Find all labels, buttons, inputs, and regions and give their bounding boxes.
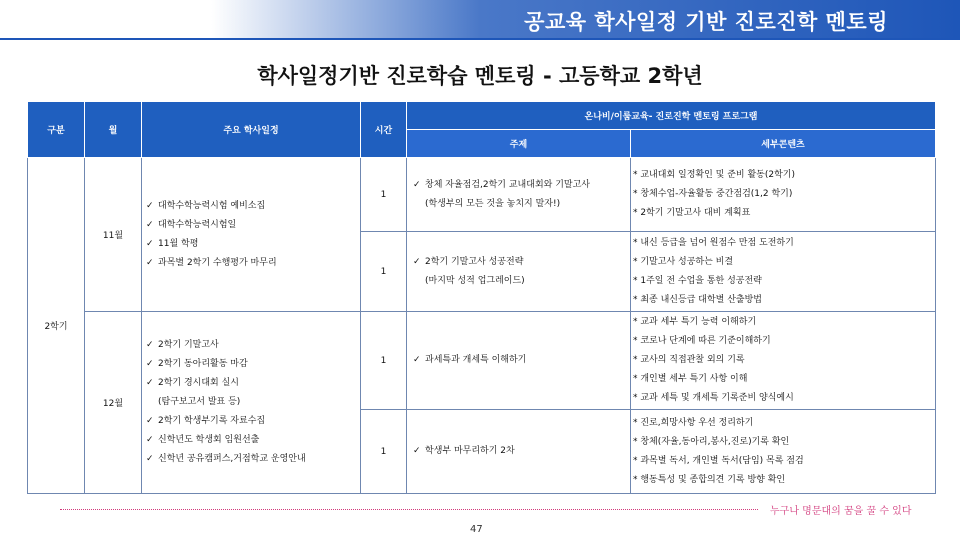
footer-divider bbox=[60, 509, 758, 510]
detail-item: * 코로나 단계에 따른 기준이해하기 bbox=[633, 336, 771, 346]
semester-cell: 2학기 bbox=[28, 158, 85, 494]
time-cell: 1 bbox=[361, 410, 407, 494]
check-icon: ✓ bbox=[146, 340, 154, 350]
mentoring-table bbox=[27, 101, 936, 494]
schedule-item: ✓ 과목별 2학기 수행평가 마무리 bbox=[146, 254, 360, 273]
check-icon: ✓ bbox=[146, 238, 154, 249]
header-month: 월 bbox=[85, 102, 142, 158]
schedule-item: ✓ 2학기 동아리활동 마감 bbox=[146, 355, 360, 374]
table-row bbox=[28, 312, 936, 410]
schedule-cell bbox=[142, 158, 361, 312]
detail-item: * 교과 세부 특기 능력 이해하기 bbox=[633, 317, 757, 327]
check-icon: ✓ bbox=[146, 435, 154, 445]
schedule-cell bbox=[142, 312, 361, 494]
schedule-item: ✓ 2학기 기말고사 bbox=[146, 336, 360, 355]
schedule-item: ✓ 신학년 공유캠퍼스,거점학교 운영안내 bbox=[146, 450, 360, 469]
schedule-item: ✓ 11월 학평 bbox=[146, 235, 360, 254]
details-cell bbox=[631, 158, 936, 232]
details-cell bbox=[631, 410, 936, 494]
check-icon: ✓ bbox=[146, 454, 154, 464]
header-time: 시간 bbox=[361, 102, 407, 158]
month-cell: 12월 bbox=[85, 312, 142, 494]
schedule-item: ✓ 2학기 경시대회 실시 bbox=[146, 374, 360, 393]
header-schedule: 주요 학사일정 bbox=[142, 102, 361, 158]
detail-item: * 창체수업-자율활동 중간점검(1,2 학기) bbox=[633, 189, 793, 199]
schedule-item: ✓ 대학수학능력시험 예비소집 bbox=[146, 197, 360, 216]
check-icon: ✓ bbox=[146, 219, 154, 230]
detail-item: * 개인별 세부 특기 사항 이해 bbox=[633, 374, 748, 384]
header-contents: 세부콘텐츠 bbox=[631, 130, 936, 158]
detail-item: * 행동특성 및 종합의견 기록 방향 확인 bbox=[633, 474, 786, 485]
check-icon: ✓ bbox=[146, 378, 154, 388]
schedule-item: ✓ 대학수학능력시험일 bbox=[146, 216, 360, 235]
check-icon: ✓ bbox=[413, 179, 421, 190]
schedule-item: ✓ 2학기 학생부기록 자료수집 bbox=[146, 412, 360, 431]
table-row bbox=[28, 158, 936, 232]
detail-item: * 교내대회 일정확인 및 준비 활동(2학기) bbox=[633, 170, 795, 180]
check-icon: ✓ bbox=[413, 355, 421, 365]
topic-cell: ✓ 학생부 마무리하기 2차 bbox=[407, 410, 631, 494]
header-topic: 주제 bbox=[407, 130, 631, 158]
time-cell: 1 bbox=[361, 158, 407, 232]
check-icon: ✓ bbox=[146, 416, 154, 426]
header-banner bbox=[0, 0, 960, 38]
details-cell bbox=[631, 312, 936, 410]
check-icon: ✓ bbox=[413, 446, 421, 456]
page-number: 47 bbox=[470, 524, 483, 535]
check-icon: ✓ bbox=[146, 359, 154, 369]
topic-cell: ✓ 2학기 기말고사 성공전략 (마지막 성적 업그레이드) bbox=[407, 232, 631, 312]
page-title: 학사일정기반 진로학습 멘토링 - 고등학교 2학년 bbox=[257, 64, 703, 88]
check-icon: ✓ bbox=[413, 256, 421, 267]
check-icon: ✓ bbox=[146, 200, 154, 211]
detail-item: * 1주일 전 수업을 통한 성공전략 bbox=[633, 275, 762, 286]
detail-item: * 교과 세특 및 개세특 기록준비 양식예시 bbox=[633, 393, 794, 403]
time-cell: 1 bbox=[361, 232, 407, 312]
check-icon: ✓ bbox=[146, 257, 154, 268]
topic-cell: ✓ 창체 자율점검,2학기 교내대회와 기말고사 (학생부의 모든 것을 놓치지 말자!) bbox=[407, 158, 631, 232]
header-program: 온나비/이룸교육- 진로진학 멘토링 프로그램 bbox=[407, 102, 936, 130]
header-category: 구분 bbox=[28, 102, 85, 158]
topic-cell: ✓ 과세특과 개세특 이해하기 bbox=[407, 312, 631, 410]
banner-title: 공교육 학사일정 기반 진로진학 멘토링 bbox=[524, 10, 888, 34]
schedule-item: ✓ 신학년도 학생회 임원선출 bbox=[146, 431, 360, 450]
detail-item: * 내신 등급을 넘어 원점수 만점 도전하기 bbox=[633, 237, 794, 248]
details-cell bbox=[631, 232, 936, 312]
banner-divider bbox=[0, 38, 960, 40]
detail-item: * 2학기 기말고사 대비 계획표 bbox=[633, 208, 751, 218]
footer-slogan: 누구나 명문대의 꿈을 꿀 수 있다 bbox=[770, 506, 912, 517]
detail-item: * 과목별 독서, 개인별 독서(담임) 목록 점검 bbox=[633, 455, 804, 466]
schedule-item: (탐구보고서 발표 등) bbox=[158, 397, 241, 407]
time-cell: 1 bbox=[361, 312, 407, 410]
detail-item: * 기말고사 성공하는 비결 bbox=[633, 256, 734, 267]
detail-item: * 진로,희망사항 우선 정리하기 bbox=[633, 417, 754, 428]
month-cell: 11월 bbox=[85, 158, 142, 312]
detail-item: * 최종 내신등급 대학별 산출방법 bbox=[633, 294, 762, 305]
detail-item: * 창체(자율,동아리,봉사,진로)기록 확인 bbox=[633, 436, 790, 447]
detail-item: * 교사의 직접관찰 외의 기록 bbox=[633, 355, 745, 365]
